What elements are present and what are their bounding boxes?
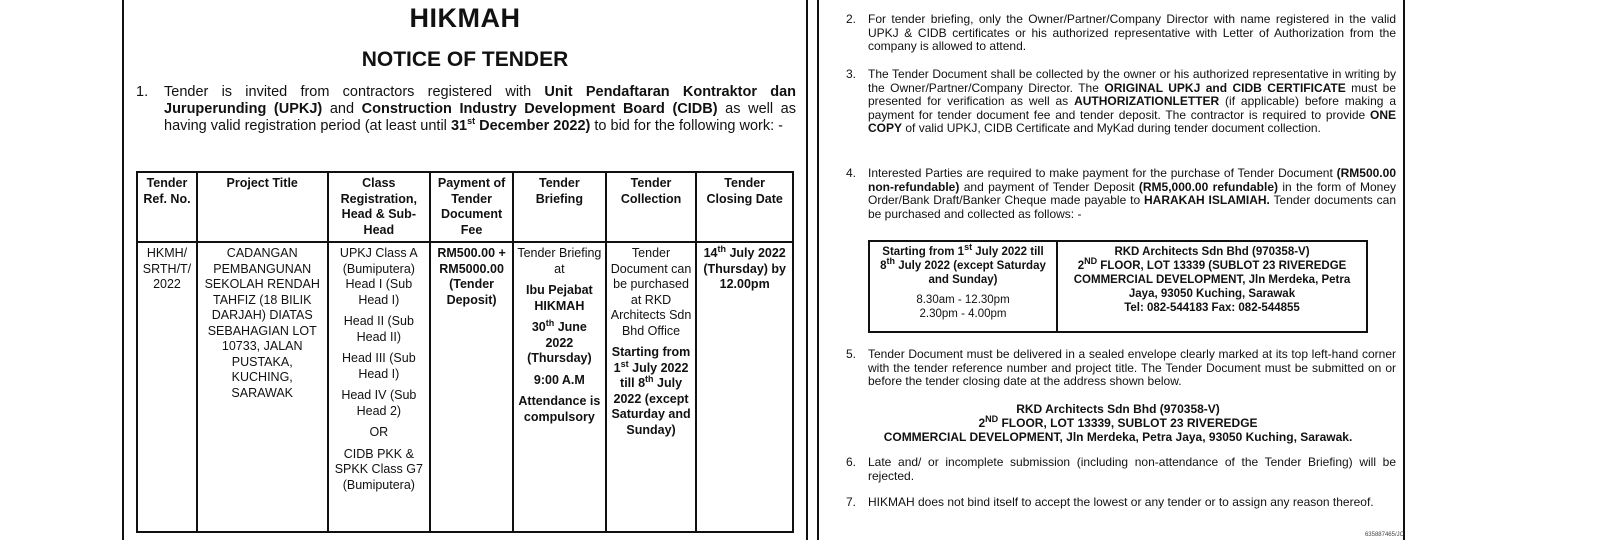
- class-line: Head IV (Sub Head 2): [341, 388, 417, 418]
- item-number: 1.: [136, 84, 149, 100]
- col-header-briefing: Tender Briefing: [513, 172, 606, 242]
- item-number: 2.: [846, 12, 857, 26]
- item-4-text: Interested Parties are required to make payment for the purchase of Tender Document (RM500.00 non-refundable) and payment of Tender Deposit (RM5,000.00 refundable) in the form of Money Order/Bank Draft/Banker Cheque made payable to HARAKAH ISLAMIAH. Tender documents can be purchased and collected as follows: -: [868, 166, 1396, 221]
- col-header-closing: Tender Closing Date: [696, 172, 793, 242]
- item-number: 4.: [846, 166, 857, 180]
- col-header-class: Class Registration, Head & Sub-Head: [328, 172, 431, 242]
- item-6: [836, 456, 1396, 483]
- item-7: [836, 496, 1396, 510]
- class-line: UPKJ Class A (Bumiputera) Head I (Sub Head I): [339, 246, 418, 307]
- item-5-text: Tender Document must be delivered in a sealed envelope clearly marked at its top left-hand corner with the tender reference number and project title. The Tender Document must be submitted on or before the tender closing date at the address shown below.: [868, 347, 1396, 388]
- collection-table: [868, 240, 1368, 333]
- item-5: [836, 348, 1396, 389]
- collection-address-cell: RKD Architects Sdn Bhd (970358-V) 2ND FLOOR, LOT 13339 (SUBLOT 23 RIVEREDGE COMMERCIAL DEVELOPMENT, Jln Merdeka, Petra Jaya, 93050 Kuching, Sarawak Tel: 082-544183 Fax: 082-544855: [1057, 241, 1367, 332]
- notice-heading: NOTICE OF TENDER: [361, 48, 569, 71]
- table-header-row: [137, 172, 793, 242]
- item-number: 5.: [846, 347, 857, 361]
- left-page: [122, 0, 808, 540]
- col-header-ref: Tender Ref. No.: [137, 172, 197, 242]
- item-3-text: The Tender Document shall be collected by the owner or his authorized representative in writing by the Owner/Partner/Company Director. The ORIGINAL UPKJ and CIDB CERTIFICATE must be presented for verification as well as AUTHORIZATIONLETTER (if applicable) before making a payment for tender document fee and tender deposit. The contractor is required to provide ONE COPY of valid UPKJ, CIDB Certificate and MyKad during tender document collection.: [868, 67, 1396, 135]
- cell-fee: RM500.00 + RM5000.00 (Tender Deposit): [430, 242, 513, 532]
- cell-collection: Tender Document can be purchased at RKD Architects Sdn Bhd Office Starting from 1st July 2022 till 8th July 2022 (except Saturday and Sunday): [606, 242, 697, 532]
- collection-time: 8.30am - 12.30pm: [916, 294, 1010, 306]
- cell-briefing: Tender Briefing at Ibu Pejabat HIKMAH 30th June 2022 (Thursday) 9:00 A.M Attendance is compulsory: [513, 242, 606, 532]
- collection-time: 2.30pm - 4.00pm: [919, 308, 1007, 320]
- cell-class: [328, 242, 431, 532]
- class-line: CIDB PKK & SPKK Class G7 (Bumiputera): [334, 446, 423, 492]
- item-number: 7.: [846, 495, 857, 509]
- table-row: [869, 241, 1367, 332]
- col-header-collection: Tender Collection: [606, 172, 697, 242]
- item-1-text: Tender is invited from contractors registered with Unit Pendaftaran Kontraktor dan Juruperunding (UPKJ) and Construction Industry Development Board (CIDB) as well as having valid registration period (at least until 31st December 2022) to bid for the following work: -: [164, 84, 797, 134]
- class-line: OR: [369, 425, 389, 439]
- item-4: [836, 167, 1396, 221]
- table-row: [137, 242, 793, 532]
- center-border-right: [817, 0, 819, 540]
- item-2: [836, 13, 1396, 54]
- item-7-text: HIKMAH does not bind itself to accept the lowest or any tender or to assign any reason thereof.: [868, 495, 1374, 509]
- item-1: [136, 84, 796, 135]
- class-line: Head II (Sub Head II): [343, 314, 414, 344]
- cell-ref: HKMH/ SRTH/T/ 2022: [137, 242, 197, 532]
- item-3: [836, 68, 1396, 136]
- col-header-fee: Payment of Tender Document Fee: [430, 172, 513, 242]
- class-line: Head III (Sub Head I): [342, 351, 416, 381]
- item-number: 3.: [846, 67, 857, 81]
- cell-closing: 14th July 2022 (Thursday) by 12.00pm: [696, 242, 793, 532]
- tender-table: [136, 171, 794, 533]
- item-2-text: For tender briefing, only the Owner/Partner/Company Director with name registered in the valid UPKJ & CIDB certificates or his authorized representative with Letter of Authorization from the company is allowed to attend.: [868, 12, 1396, 53]
- ad-code: 635887465/JC: [1364, 532, 1404, 538]
- item-number: 6.: [846, 455, 857, 469]
- right-page: [836, 0, 1410, 540]
- collection-dates-cell: Starting from 1st July 2022 till 8th July 2022 (except Saturday and Sunday) 8.30am - 12.30pm 2.30pm - 4.00pm: [869, 241, 1057, 332]
- cell-title: CADANGAN PEMBANGUNAN SEKOLAH RENDAH TAHFIZ (18 BILIK DARJAH) DIATAS SEBAHAGIAN LOT 10733, JALAN PUSTAKA, KUCHING, SARAWAK: [197, 242, 328, 532]
- col-header-title: Project Title: [197, 172, 328, 242]
- submission-address: RKD Architects Sdn Bhd (970358-V) 2ND FLOOR, LOT 13339, SUBLOT 23 RIVEREDGE COMMERCIAL DEVELOPMENT, Jln Merdeka, Petra Jaya, 93050 Kuching, Sarawak.: [883, 402, 1353, 444]
- brand-title: HIKMAH: [409, 3, 521, 33]
- item-6-text: Late and/ or incomplete submission (including non-attendance of the Tender Briefing) will be rejected.: [868, 455, 1396, 483]
